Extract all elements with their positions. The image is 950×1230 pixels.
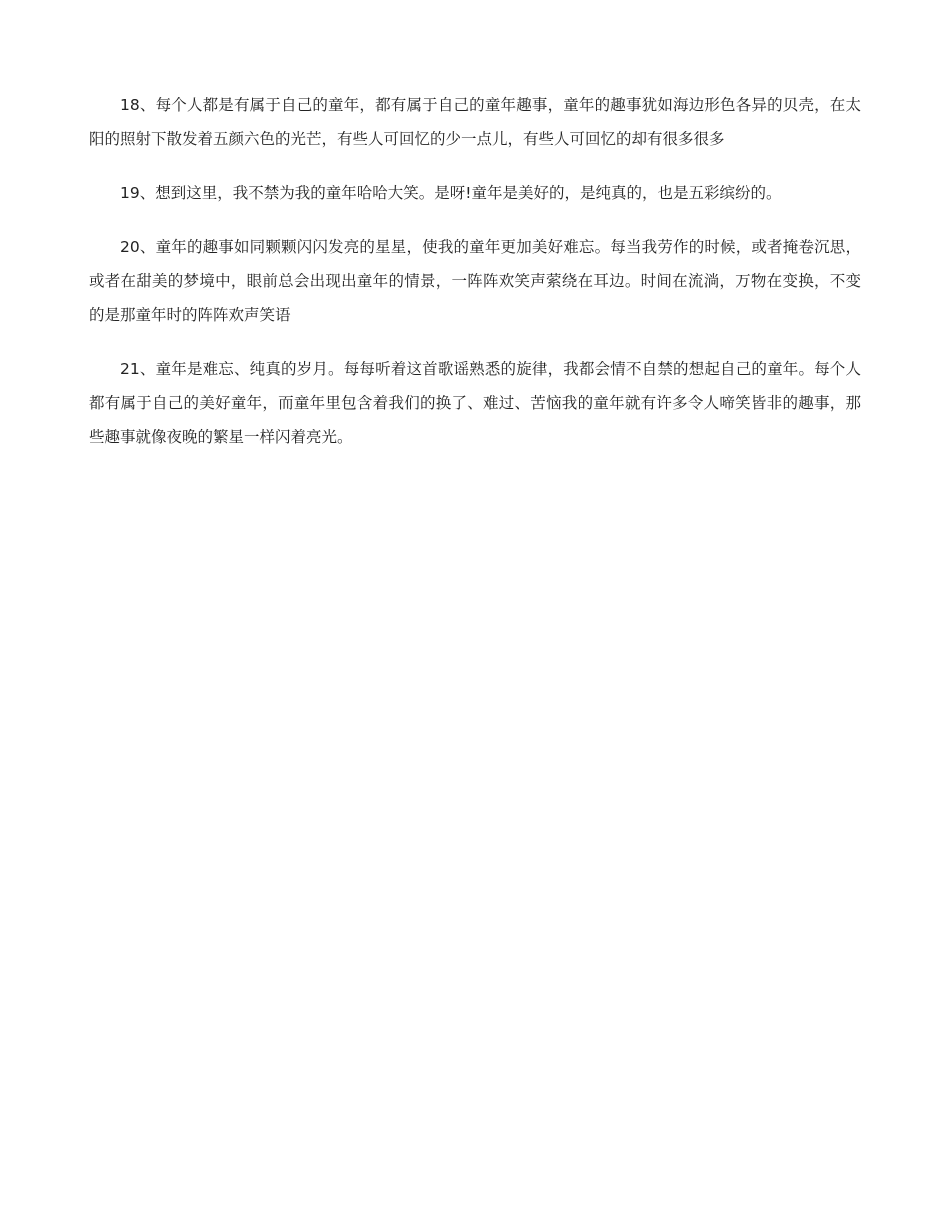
- paragraph-18: 18、每个人都是有属于自己的童年，都有属于自己的童年趣事，童年的趣事犹如海边形色各异的贝壳，在太阳的照射下散发着五颜六色的光芒，有些人可回忆的少一点儿，有些人可回忆的却有很多很多: [89, 96, 861, 148]
- paragraph-21: 21、童年是难忘、纯真的岁月。每每听着这首歌谣熟悉的旋律，我都会情不自禁的想起自己的童年。每个人都有属于自己的美好童年，而童年里包含着我们的换了、难过、苦恼我的童年就有许多令人啼笑皆非的趣事，那些趣事就像夜晚的繁星一样闪着亮光。: [89, 360, 861, 446]
- document-body: [89, 88, 861, 474]
- paragraph-19: 19、想到这里，我不禁为我的童年哈哈大笑。是呀!童年是美好的，是纯真的，也是五彩缤纷的。: [120, 184, 782, 202]
- paragraph-20: 20、童年的趣事如同颗颗闪闪发亮的星星，使我的童年更加美好难忘。每当我劳作的时候，或者掩卷沉思，或者在甜美的梦境中，眼前总会出现出童年的情景，一阵阵欢笑声萦绕在耳边。时间在流淌，万物在变换，不变的是那童年时的阵阵欢声笑语: [89, 238, 861, 324]
